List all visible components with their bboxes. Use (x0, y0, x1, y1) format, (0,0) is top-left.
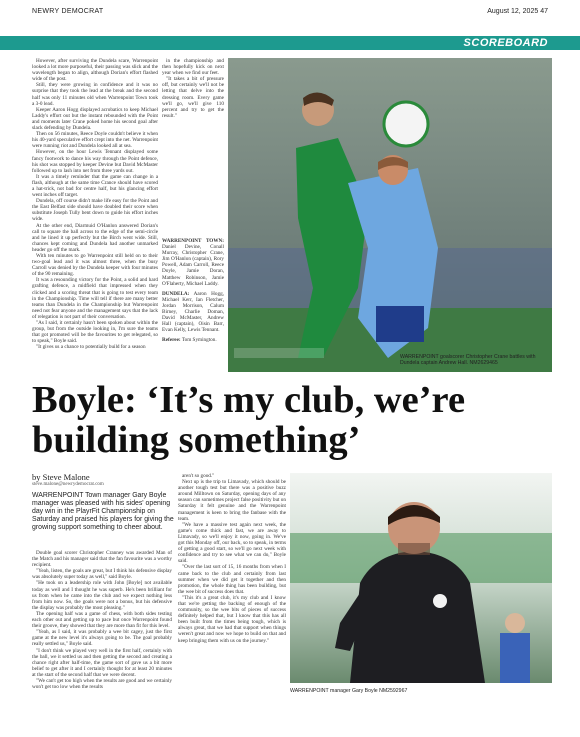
article-paragraph: Dundela, off course didn't make life easy for the Point and the East Belfast side should have doubled their score when substitute Joseph Tully bent down to guide his effort inches wide. (32, 198, 158, 223)
article-paragraph: Double goal scorer Christopher Cranney was awarded Man of the Match and his manager said that the fan favourite was a worthy recipient. (32, 550, 172, 569)
warrenpoint-team: Daniel Devine, Conall Murray, Christopher Crane, Jim O'Hanlon (captain), Rory Powell, Adam Carroll, Reece Doyle, Jamie Doran, Matthew Robinson, Jamie O'Flaherty, Michael Laddy. (162, 244, 224, 287)
article-paragraph: "We have a massive test again next week, the game's come thick and fast, we are away to Limavady, so we'll enjoy it now, going in. We've got this Monday off, our back, so to speak, in terms of getting a good start, so we'll go next week with confidence and try to see what we can do," Boyle said. (178, 521, 286, 565)
team-lineups (162, 238, 224, 344)
article-paragraph: The opening half was a game of chess, with both sides testing each other out and getting up to pace but once Warrenpoint found their groove, they showed that they are more than fit for this level. (32, 610, 172, 630)
referee-name: Tom Symington. (181, 337, 217, 344)
article-paragraph: "As I said, it certainly hasn't been spoken about within the group, but from the outside looking in, I'm sure the teams that got promoted will be the favourites to get relegated, so to speak," Boyle said. (32, 320, 158, 345)
article-paragraph: Keeper Aaron Hogg displayed acrobatics to keep Michael Laddy's effort out but the instant rebounded with the Point and moments later Crane poked home his second goal after slack defending by Dundela. (32, 106, 158, 132)
article-paragraph: "Yeah, listen, the goals are great, but I think his defensive display was absolutely super today as well," said Boyle. (32, 568, 172, 581)
article-column-2-top (162, 58, 224, 119)
section-label: SCOREBOARD (463, 37, 548, 49)
article-column-2-bottom (178, 473, 286, 644)
article-paragraph: However, on the hour Lewis Tennant displayed some fancy footwork to dance his way through the Point defence, his shot was stopped by keeper Devine but David McMaster followed up to lash into net from three yards out. (32, 149, 158, 174)
dundela-team: Aaron Hogg, Michael Kerr, Ian Fletcher, Jordan Morrison, Calum Birney, Charlie Doman, David McMaster, Andrew Hall (captain), Oisin Barr, Evan Kelly, Lewis Tennant. (162, 290, 224, 334)
article-paragraph: Next up is the trip to Limavady, which should be another tough test but there was a positive buzz around Milltown on Saturday, opening days of any season can sometimes project false positivity but on Saturday it felt genuine and the Warrenpoint management is keen to bring the fanbase with the team. (178, 479, 286, 522)
headline-line-1: Boyle: ‘It’s my club, we’re (32, 379, 466, 421)
article-paragraph: "Yeah, as I said, it was probably a wee bit cagey, just the first game at the new level it's always going to be. The goal probably really settled us," Boyle said. (32, 629, 172, 648)
page-date: August 12, 2025 (487, 8, 539, 15)
byline-email: steve.malone@newrydemocrat.com (32, 482, 104, 487)
match-photo-graphic (228, 58, 552, 372)
article-column-1-top (32, 58, 158, 351)
intro-paragraph: WARRENPOINT Town manager Gary Boyle manager was pleased with his sides' opening day win in the PlayrFit Championship on Saturday and praised his players for giving the growing support something to cheer about. (32, 492, 174, 531)
paper-name: NEWRY DEMOCRAT (32, 8, 104, 15)
article-paragraph: "Over the last sort of 15, 16 months from when I came back to the club and certainly from last summer when we did get it together and then promotion, the whole thing has been building, but the wee bit of success does that. (178, 564, 286, 595)
manager-photo-caption: WARRENPOINT manager Gary Boyle NM2592967 (290, 688, 408, 694)
referee-label: Referee: (162, 337, 181, 344)
article-paragraph: "I don't think we played very well in the first half, certainly with the ball, we it settled us and then getting the second and creating a chance right after half-time, the game sort of gave us a bit more belief to get after it and I certainly thought for at least 20 minutes at the start of the second half that we were decent. (32, 647, 172, 678)
page-info (487, 8, 548, 15)
article-paragraph: in the championship and then hopefully kick on next year when we find our feet. (162, 58, 224, 77)
dundela-label: DUNDELA: (162, 290, 190, 297)
masthead (0, 0, 580, 38)
byline: by Steve Malone (32, 472, 90, 482)
page-number: 47 (540, 8, 548, 15)
article-paragraph: However, after surviving the Dundela scare, Warrenpoint looked a lot more purposeful, their passing was slick and the wavelength began to align, although Dorian's effort flashed wide of the post. (32, 58, 158, 83)
article-paragraph: Then on 56 minutes, Reece Doyle couldn't believe it when his 40-yard speculative effort crept into the net. Warrenpoint were running riot and Dundela looked all at sea. (32, 131, 158, 150)
article-paragraph: At the other end, Diarmuid O'Hanlon answered Dorian's call to square the ball across to the edge of the semi-circle and he lined it up perfectly but the Birch went wide. Still, chances kept coming and Dundela had another unmarked header go off the mark. (32, 222, 158, 253)
headline (32, 380, 552, 460)
article-paragraph: "This it's a great club, it's my club and I know that we're getting the backing of enough of the community, so the wee bits of pieces of success definitely helped that, but I know that this has all been built from the times being tough, which is always great, that we had that support when things weren't great and now we hope to build on that and keep bringing them with us on the journey." (178, 594, 286, 644)
article-paragraph: It was a timely reminder that the game can change in a flash, although at the same time Crance should have scored a hat-trick, not bad for centre half, but his glancing effort went inches off target. (32, 173, 158, 199)
article-paragraph: With ten minutes to go Warrenpoint still held on to their two-goal lead and it was almost three, when the busy Carroll was denied by the Dundela keeper with four minutes of the 90 remaining. (32, 253, 158, 278)
match-photo (228, 58, 552, 372)
article-paragraph: It was a resounding victory for the Point, a solid and hard grafting defence, a midfield that impressed when they clicked and a scoring threat that is going to test every team in the Championship. Time will tell if there are many better teams than Dundela in the Championship but Warrenpoint need not fear anyone and the management says that the lack of relegation is not part of their conversation. (32, 277, 158, 320)
article-paragraph: "We can't get too high when the results are good and we certainly won't get too low when the results (32, 677, 172, 691)
warrenpoint-label: WARRENPOINT TOWN: (162, 238, 224, 244)
manager-photo (290, 473, 552, 683)
article-paragraph: "It gives us a chance to potentially build for a season (36, 344, 146, 351)
manager-photo-graphic (290, 473, 552, 683)
article-paragraph: Still, they were growing in confidence and it was no surprise that they took the lead at the break and the second half was only 11 minutes old when Warrenpoint Town took a 3-0 lead. (32, 82, 158, 107)
headline-line-2: building something’ (32, 419, 361, 461)
article-column-1-bottom (32, 550, 172, 690)
article-paragraph: aren't so good." (182, 473, 215, 479)
article-paragraph: "It takes a bit of pressure off, but certainly we'll not be letting that delve into the dressing room. Every game we'll go, we'll give 110 percent and try to get the result." (162, 76, 224, 119)
match-photo-caption: WARRENPOINT goalscorer Christopher Crane battles with Dundela captain Andrew Hall. NM2629465 (400, 354, 536, 367)
article-paragraph: "He took on a leadership role with John [Boyle] not available today as well and I thought he was superb. He's been brilliant for us from when he came into the club and we expect nothing less from him now. So, the goals were not a bonus, but his defensive the display was probably the most pleasing." (32, 580, 172, 611)
